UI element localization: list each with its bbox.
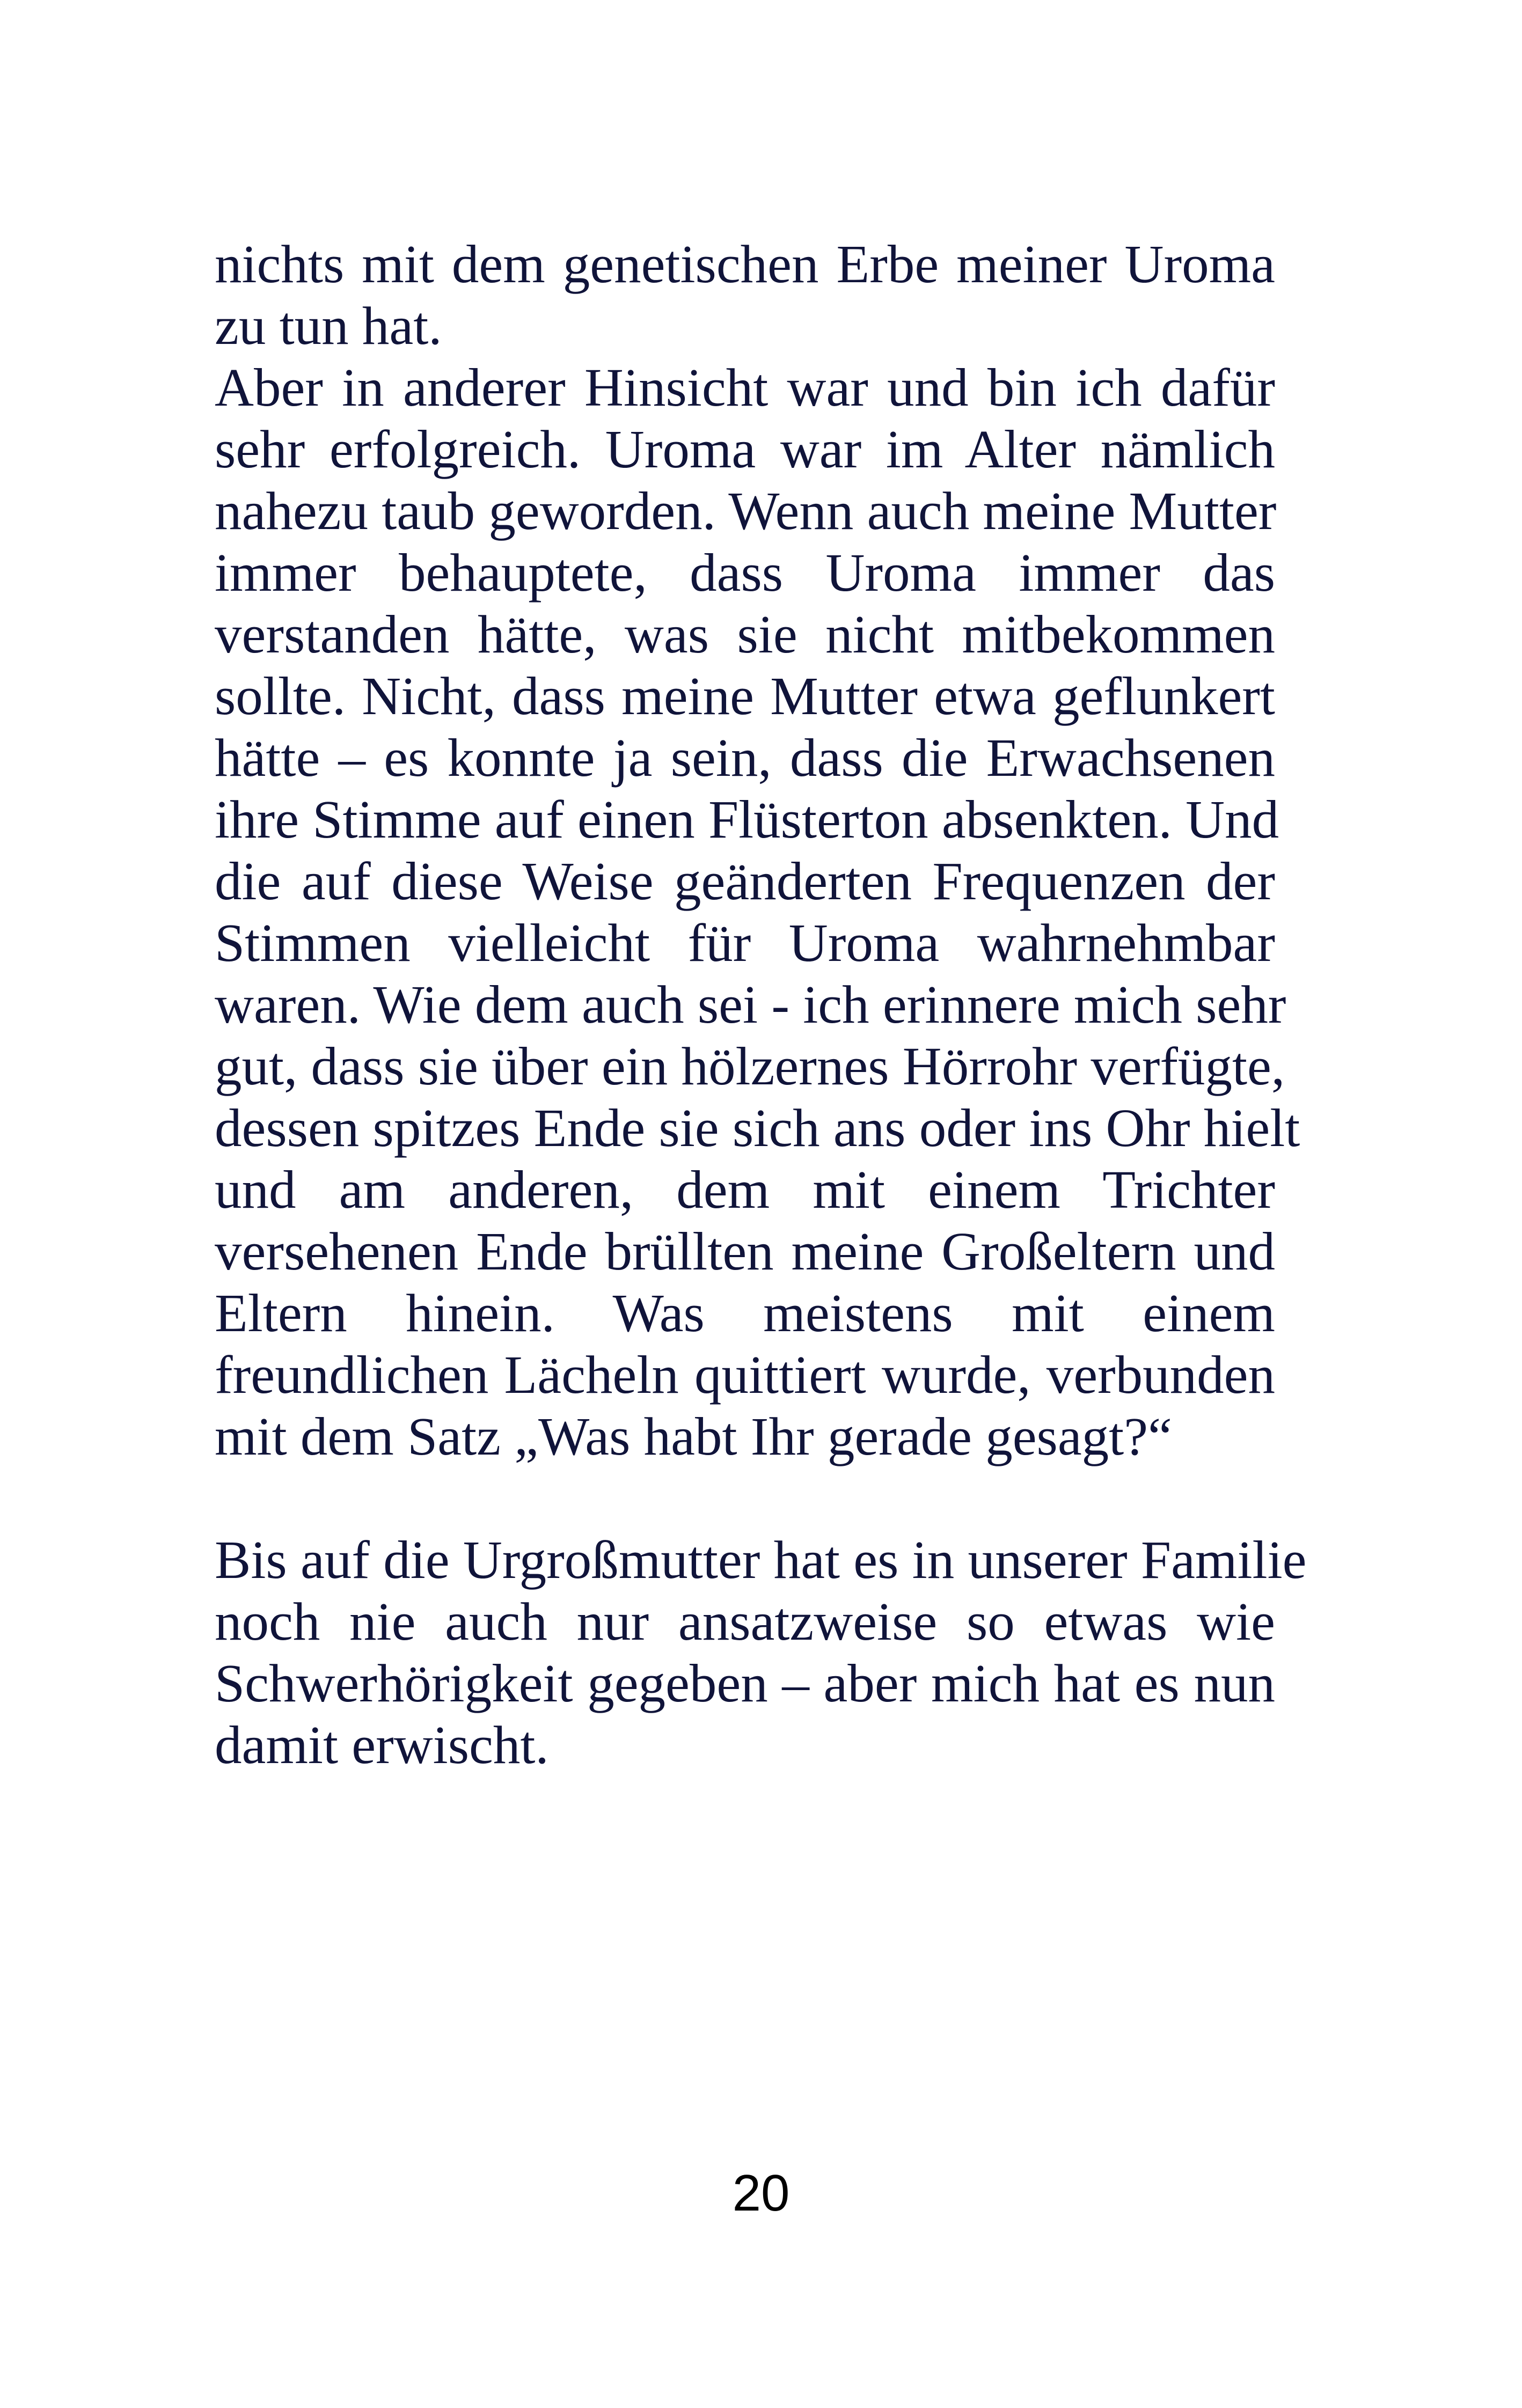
text-line: nahezu taub geworden. Wenn auch meine Mutter [215, 481, 1277, 541]
paragraph-gap [215, 1467, 1275, 1529]
text-line: noch nie auch nur ansatzweise so etwas wie [215, 1591, 1275, 1651]
text-line: sollte. Nicht, dass meine Mutter etwa geflunkert [215, 666, 1275, 726]
text-line: dessen spitzes Ende sie sich ans oder ins Ohr hielt [215, 1098, 1300, 1158]
text-line: nichts mit dem genetischen Erbe meiner Uroma [215, 234, 1275, 294]
text-line: verstanden hätte, was sie nicht mitbekommen [215, 604, 1275, 664]
text-line: Stimmen vielleicht für Uroma wahrnehmbar [215, 913, 1275, 973]
text-line: und am anderen, dem mit einem Trichter [215, 1159, 1275, 1220]
text-line: Schwerhörigkeit gegeben – aber mich hat es nun [215, 1653, 1275, 1713]
page-number: 20 [732, 2164, 790, 2222]
text-line: hätte – es konnte ja sein, dass die Erwachsenen [215, 728, 1275, 788]
text-line: Eltern hinein. Was meistens mit einem [215, 1283, 1275, 1343]
text-line: Aber in anderer Hinsicht war und bin ich dafür [215, 357, 1275, 417]
text-line: mit dem Satz „Was habt Ihr gerade gesagt?“ [215, 1406, 1172, 1466]
text-line: gut, dass sie über ein hölzernes Hörrohr verfügte, [215, 1036, 1285, 1096]
text-line: immer behauptete, dass Uroma immer das [215, 542, 1275, 603]
text-line: ihre Stimme auf einen Flüsterton absenkten. Und [215, 789, 1279, 849]
text-line: waren. Wie dem auch sei - ich erinnere mich sehr [215, 974, 1286, 1034]
text-line: freundlichen Lächeln quittiert wurde, verbunden [215, 1345, 1275, 1405]
text-line: sehr erfolgreich. Uroma war im Alter nämlich [215, 419, 1275, 479]
body-text [215, 233, 1307, 1776]
text-line: zu tun hat. [215, 296, 442, 356]
text-line: damit erwischt. [215, 1715, 549, 1775]
text-line: versehenen Ende brüllten meine Großeltern und [215, 1221, 1275, 1281]
text-line: die auf diese Weise geänderten Frequenzen der [215, 851, 1275, 911]
text-line: Bis auf die Urgroßmutter hat es in unserer Familie [215, 1530, 1307, 1590]
